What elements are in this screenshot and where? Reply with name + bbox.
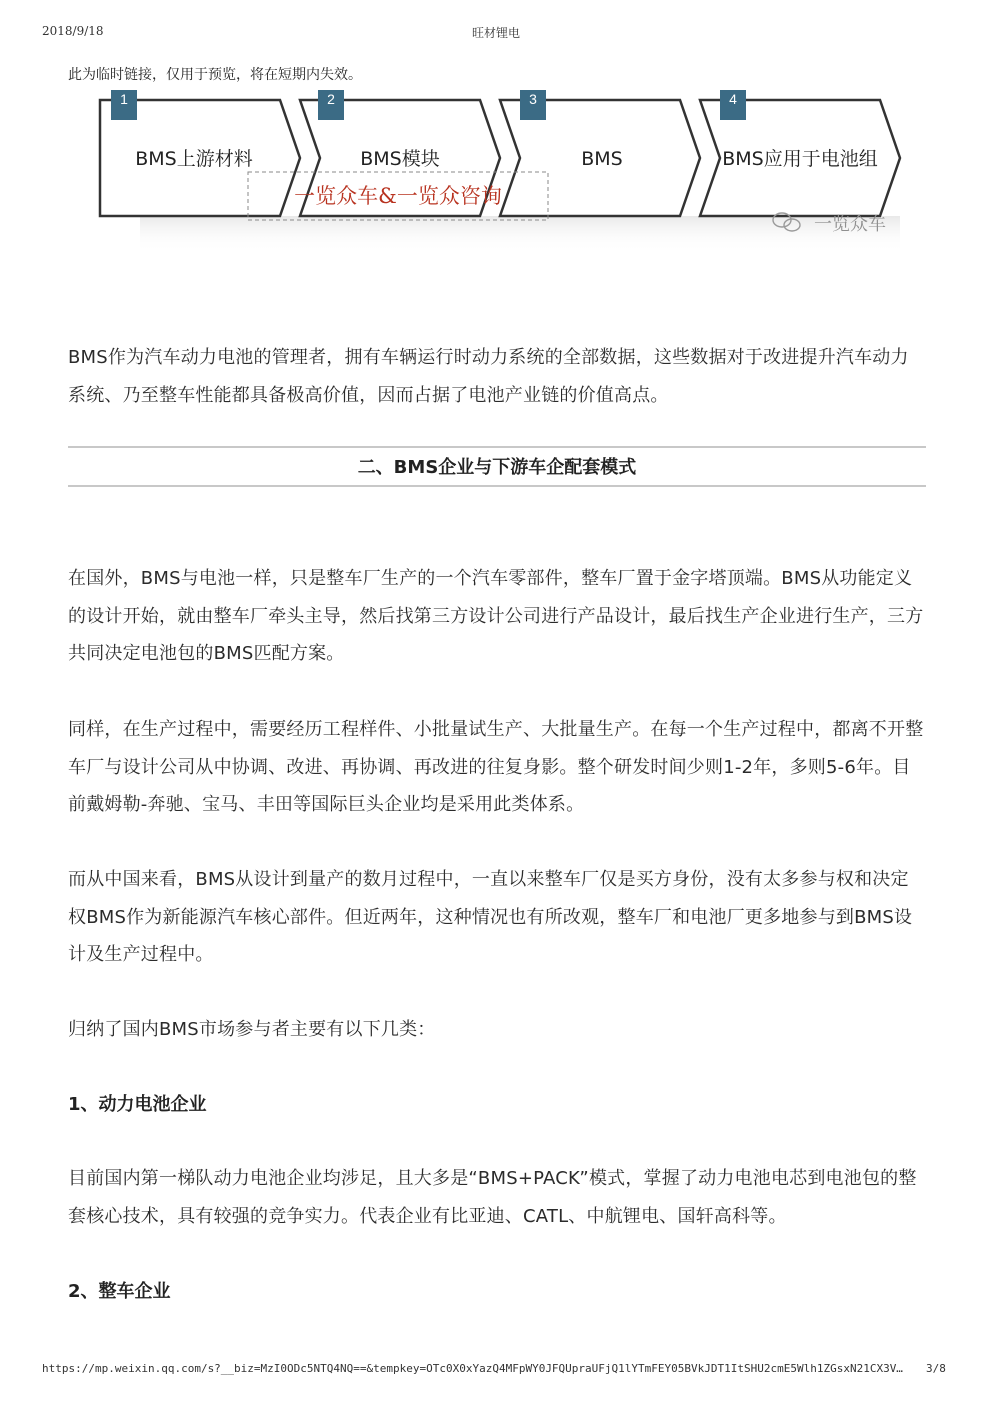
watermark-text: 一览众车&一览众咨询 xyxy=(294,184,502,208)
page-number: 3/8 xyxy=(926,1362,946,1375)
paragraph-battery-companies: 目前国内第一梯队动力电池企业均涉足，且大多是“BMS+PACK”模式，掌握了动力电池电芯到电池包的整套核心技术，具有较强的竞争实力。代表企业有比亚迪、CATL、中航锂电、国轩高科等。 xyxy=(68,1168,917,1227)
section-divider-top xyxy=(68,446,926,448)
step-label-4: BMS应用于电池组 xyxy=(722,148,878,170)
paragraph-summary: 归纳了国内BMS市场参与者主要有以下几类： xyxy=(68,1019,436,1040)
subheading-battery-companies: 1、动力电池企业 xyxy=(68,1094,207,1115)
step-label-3: BMS xyxy=(581,148,623,170)
step-number-4: 4 xyxy=(729,91,737,107)
step-label-1: BMS上游材料 xyxy=(135,148,253,170)
step-label-2: BMS模块 xyxy=(360,148,440,170)
step-number-3: 3 xyxy=(529,91,537,107)
paragraph-overseas: 在国外，BMS与电池一样，只是整车厂生产的一个汽车零部件，整车厂置于金字塔顶端。BMS从功能定义的设计开始，就由整车厂牵头主导，然后找第三方设计公司进行产品设计，最后找生产企业进行生产，三方共同决定电池包的BMS匹配方案。 xyxy=(68,568,924,664)
paragraph-china: 而从中国来看，BMS从设计到量产的数月过程中，一直以来整车厂仅是买方身份，没有太多参与权和决定权BMS作为新能源汽车核心部件。但近两年，这种情况也有所改观，整车厂和电池厂更多地参与到BMS设计及生产过程中。 xyxy=(68,869,913,965)
intro-paragraph: BMS作为汽车动力电池的管理者，拥有车辆运行时动力系统的全部数据，这些数据对于改进提升汽车动力系统、乃至整车性能都具备极高价值，因而占据了电池产业链的价值高点。 xyxy=(68,347,909,406)
print-date: 2018/9/18 xyxy=(42,24,104,38)
step-number-2: 2 xyxy=(327,91,335,107)
footer-url: https://mp.weixin.qq.com/s?__biz=MzI0ODc5NTQ4NQ==&tempkey=OTc0X0xYazQ4MFpWY0JFQUpraUFjQ1lYTmFEY05BVkJDT1ItSHU2cmE5Wlh1ZGsxN21CX3V… xyxy=(42,1362,903,1375)
print-title: 旺材锂电 xyxy=(471,26,520,40)
paragraph-process: 同样，在生产过程中，需要经历工程样件、小批量试生产、大批量生产。在每一个生产过程中，都离不开整车厂与设计公司从中协调、改进、再协调、再改进的往复身影。整个研发时间少则1-2年，多则5-6年。目前戴姆勒-奔驰、宝马、丰田等国际巨头企业均是采用此类体系。 xyxy=(68,719,924,815)
section-title: 二、BMS企业与下游车企配套模式 xyxy=(357,457,637,478)
step-number-1: 1 xyxy=(120,91,128,107)
subheading-vehicle-companies: 2、整车企业 xyxy=(68,1281,171,1302)
temporary-link-notice: 此为临时链接，仅用于预览，将在短期内失效。 xyxy=(68,67,362,83)
bms-chain-diagram xyxy=(90,88,910,258)
source-badge-text: 一览众车 xyxy=(814,214,886,235)
section-divider-bottom xyxy=(68,485,926,487)
